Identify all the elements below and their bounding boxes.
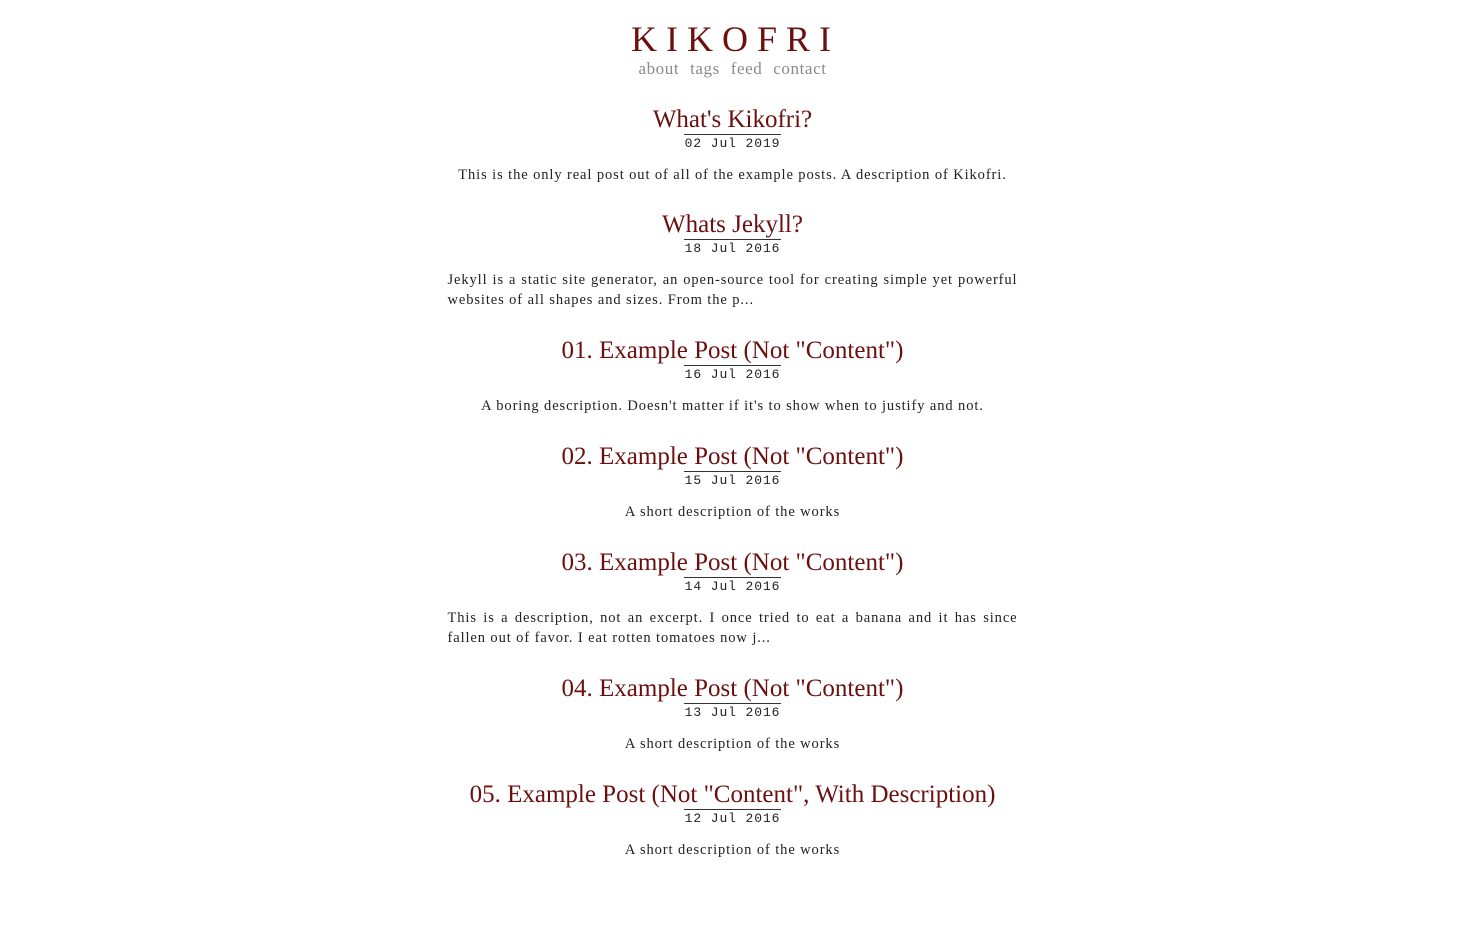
post-item bbox=[448, 443, 1018, 522]
post-description: This is the only real post out of all of the example posts. A description of Kikofri. bbox=[458, 167, 1007, 183]
post-title-link[interactable]: Whats Jekyll? bbox=[662, 211, 803, 238]
site-title-link[interactable]: KIKOFRI bbox=[630, 19, 840, 59]
post-description: A short description of the works bbox=[624, 736, 841, 752]
post-list bbox=[448, 80, 1018, 860]
post-item bbox=[448, 675, 1018, 754]
post-title-link[interactable]: 01. Example Post (Not "Content") bbox=[561, 337, 904, 364]
site-nav bbox=[0, 58, 1465, 80]
nav-link-feed[interactable]: feed bbox=[730, 59, 763, 78]
post-description: This is a description, not an excerpt. I once tried to eat a banana and it has since fallen out of favor. I eat rotten tomatoes now j... bbox=[447, 610, 1018, 646]
post-title-link[interactable]: 03. Example Post (Not "Content") bbox=[561, 549, 904, 576]
post-date: 18 Jul 2016 bbox=[684, 241, 781, 256]
post-item bbox=[448, 211, 1018, 310]
post-title-link[interactable]: 02. Example Post (Not "Content") bbox=[561, 443, 904, 470]
post-date: 12 Jul 2016 bbox=[684, 811, 781, 826]
post-date: 15 Jul 2016 bbox=[684, 473, 781, 488]
post-item bbox=[448, 781, 1018, 860]
post-title-link[interactable]: What's Kikofri? bbox=[652, 106, 813, 133]
post-date: 14 Jul 2016 bbox=[684, 579, 781, 594]
post-description: Jekyll is a static site generator, an open-source tool for creating simple yet powerful websites of all shapes and sizes. From the p... bbox=[447, 272, 1018, 308]
post-title-link[interactable]: 05. Example Post (Not "Content", With Description) bbox=[469, 781, 996, 808]
nav-link-about[interactable]: about bbox=[638, 59, 680, 78]
post-date: 02 Jul 2019 bbox=[684, 136, 781, 151]
post-date: 13 Jul 2016 bbox=[684, 705, 781, 720]
post-item bbox=[448, 106, 1018, 185]
post-item bbox=[448, 337, 1018, 416]
post-date: 16 Jul 2016 bbox=[684, 367, 781, 382]
post-item bbox=[448, 549, 1018, 648]
post-description: A short description of the works bbox=[624, 504, 841, 520]
nav-link-contact[interactable]: contact bbox=[773, 59, 827, 78]
post-description: A short description of the works bbox=[624, 842, 841, 858]
site-header bbox=[0, 0, 1465, 80]
post-title-link[interactable]: 04. Example Post (Not "Content") bbox=[561, 675, 904, 702]
post-description: A boring description. Doesn't matter if it's to show when to justify and not. bbox=[481, 398, 984, 414]
nav-link-tags[interactable]: tags bbox=[690, 59, 720, 78]
